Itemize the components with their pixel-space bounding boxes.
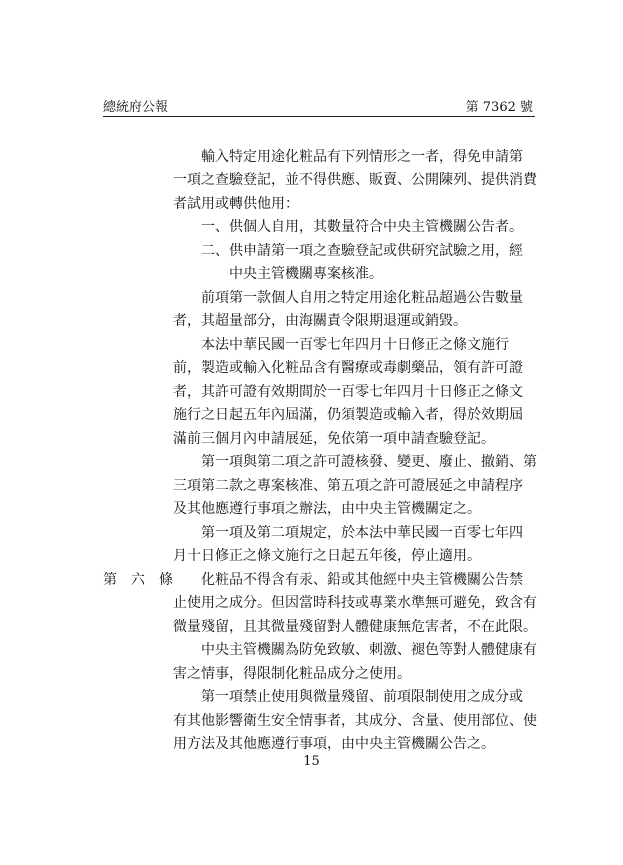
header-divider	[103, 116, 535, 117]
text-line: 月十日修正之條文施行之日起五年後，停止適用。	[173, 548, 481, 564]
text-line: 本法中華民國一百零七年四月十日修正之條文施行	[173, 337, 509, 353]
text-line: 前，製造或輸入化粧品含有醫療或毒劇藥品，領有許可證	[173, 360, 523, 376]
issue-number: 第 7362 號	[465, 100, 533, 115]
article-label: 第 六 條	[103, 572, 173, 588]
text-line: 輸入特定用途化粧品有下列情形之一者，得免申請第	[173, 149, 523, 165]
text-line: 二、供申請第一項之查驗登記或供研究試驗之用，經	[173, 243, 523, 259]
page-number: 15	[303, 754, 320, 769]
text-line: 微量殘留，且其微量殘留對人體健康無危害者，不在此限。	[173, 619, 537, 635]
text-line: 第一項及第二項規定，於本法中華民國一百零七年四	[173, 525, 523, 541]
text-line: 中央主管機關專案核准。	[173, 266, 383, 282]
text-line: 有其他影響衛生安全情事者，其成分、含量、使用部位、使	[173, 713, 537, 729]
text-line: 一、供個人自用，其數量符合中央主管機關公告者。	[173, 219, 523, 235]
text-line: 化粧品不得含有汞、鉛或其他經中央主管機關公告禁	[173, 572, 523, 588]
text-line: 者，其許可證有效期間於一百零七年四月十日修正之條文	[173, 384, 523, 400]
text-line: 第一項與第二項之許可證核發、變更、廢止、撤銷、第	[173, 454, 537, 470]
text-line: 者，其超量部分，由海關責令限期退運或銷毀。	[173, 313, 467, 329]
text-line: 止使用之成分。但因當時科技或專業水準無可避免，致含有	[173, 595, 537, 611]
text-line: 一項之查驗登記，並不得供應、販賣、公開陳列、提供消費	[173, 172, 537, 188]
text-line: 第一項禁止使用與微量殘留、前項限制使用之成分或	[173, 689, 523, 705]
text-line: 用方法及其他應遵行事項，由中央主管機關公告之。	[173, 736, 495, 752]
text-line: 施行之日起五年內屆滿，仍須製造或輸入者，得於效期屆	[173, 407, 523, 423]
text-line: 三項第二款之專案核准、第五項之許可證展延之申請程序	[173, 478, 523, 494]
text-line: 中央主管機關為防免致敏、刺激、褪色等對人體健康有	[173, 642, 537, 658]
text-line: 者試用或轉供他用：	[173, 196, 299, 212]
gazette-title: 總統府公報	[103, 100, 169, 115]
text-line: 害之情事，得限制化粧品成分之使用。	[173, 666, 411, 682]
text-line: 前項第一款個人自用之特定用途化粧品超過公告數量	[173, 290, 523, 306]
text-line: 及其他應遵行事項之辦法，由中央主管機關定之。	[173, 501, 481, 517]
text-line: 滿前三個月內申請展延，免依第一項申請查驗登記。	[173, 431, 495, 447]
